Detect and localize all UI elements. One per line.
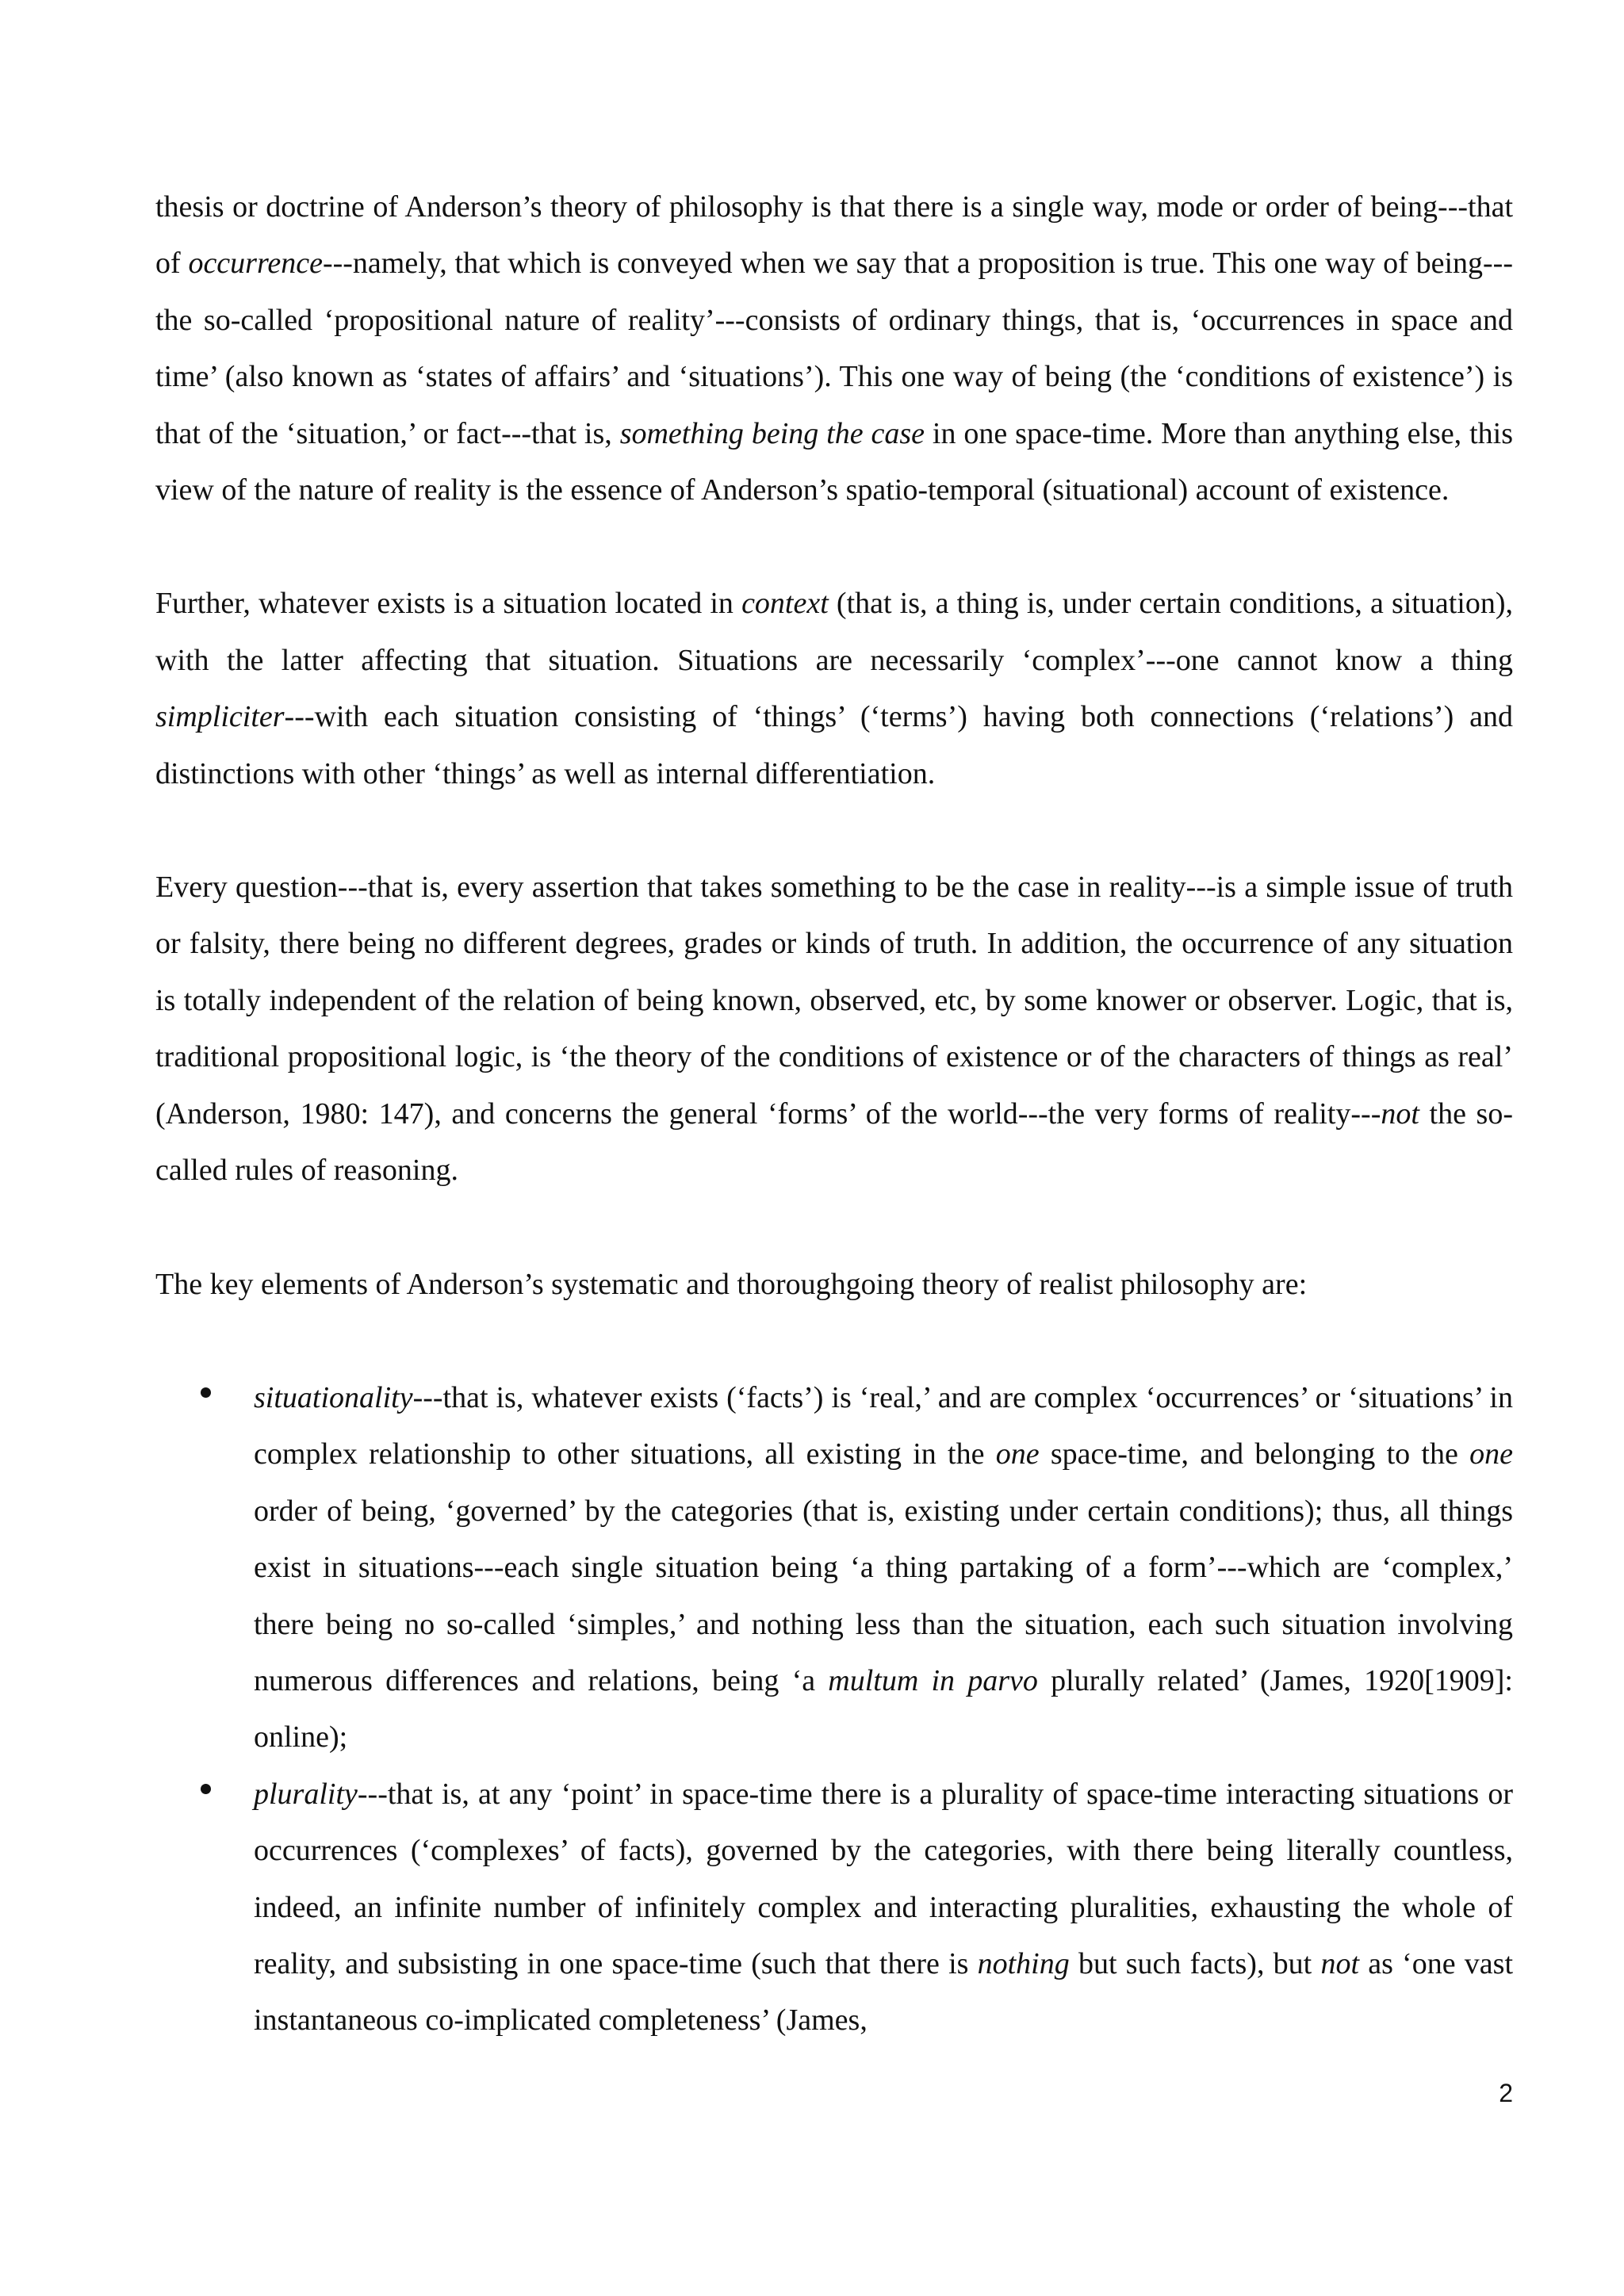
italic-text: something being the case <box>619 416 925 450</box>
italic-text: not <box>1381 1096 1419 1131</box>
italic-text: nothing <box>977 1946 1070 1980</box>
text-run: in one space-time. More than anything else, this view of the nature of reality is the essence of Anderson’s spatio-temporal (situational) account of existence. <box>155 416 1513 507</box>
italic-text: context <box>741 587 829 621</box>
list-item <box>155 1766 1513 2049</box>
italic-text: one <box>995 1437 1040 1471</box>
text-run: as ‘one vast instantaneous co-implicated completeness’ (James, <box>254 1946 1513 2038</box>
list-item-text <box>254 1766 1513 2049</box>
body-text <box>155 179 1513 2049</box>
italic-text: simpliciter <box>155 700 285 734</box>
italic-text: one <box>1469 1437 1513 1471</box>
italic-text: situationality <box>254 1380 413 1414</box>
page-number: 2 <box>1499 2079 1513 2107</box>
text-run: order of being, ‘governed’ by the categories (that is, existing under certain conditions); thus, all things exist in situations---each single situation being ‘a thing partaking of a form’---which are ‘complex,’ there being no so-called ‘simples,’ and nothing less than the situation, each such situation involving numerous differences and relations, being ‘a <box>254 1494 1513 1697</box>
italic-text: multum in parvo <box>828 1663 1038 1697</box>
text-run: (that is, a thing is, under certain conditions, a situation), with the latter affecting that situation. Situations are necessarily ‘complex’---one cannot know a thing <box>155 587 1513 677</box>
text-run: Further, whatever exists is a situation located in <box>155 587 742 621</box>
paragraph <box>155 859 1513 1199</box>
text-run: the so-called rules of reasoning. <box>155 1096 1513 1188</box>
text-run: Every question---that is, every assertion that takes something to be the case in reality---is a simple issue of truth or falsity, there being no different degrees, grades or kinds of truth. In addition, the occurrence of any situation is totally independent of the relation of being known, observed, etc, by some knower or observer. Logic, that is, traditional propositional logic, is ‘the theory of the conditions of existence or of the characters of things as real’ (Anderson, 1980: 147), and concerns the general ‘forms’ of the world---the very forms of reality--- <box>155 871 1513 1131</box>
italic-text: plurality <box>254 1777 358 1811</box>
text-run: ---namely, that which is conveyed when we say that a proposition is true. This one way of being---the so-called ‘propositional nature of reality’---consists of ordinary things, that is, ‘occurrences in space and time’ (also known as ‘states of affairs’ and ‘situations’). This one way of being (the ‘conditions of existence’) is that of the ‘situation,’ or fact---that is, <box>155 247 1513 450</box>
paragraph <box>155 576 1513 802</box>
italic-text: not <box>1320 1946 1359 1980</box>
text-run: ---with each situation consisting of ‘things’ (‘terms’) having both connections (‘relations’) and distinctions with other ‘things’ as well as internal differentiation. <box>155 700 1513 790</box>
text-run: thesis or doctrine of Anderson’s theory of philosophy is that there is a single way, mode or order of being---that of <box>155 190 1513 281</box>
text-run: ---that is, at any ‘point’ in space-time there is a plurality of space-time interacting situations or occurrences (‘complexes’ of facts), governed by the categories, with there being literally countless, indeed, an infinite number of infinitely complex and interacting pluralities, exhausting the whole of reality, and subsisting in one space-time (such that there is <box>254 1777 1513 1980</box>
bullet-icon <box>201 1387 211 1398</box>
text-run: but such facts), but <box>1069 1946 1321 1980</box>
italic-text: occurrence <box>188 247 323 281</box>
list-intro: The key elements of Anderson’s systematic and thoroughgoing theory of realist philosophy are: <box>155 1267 1308 1301</box>
text-run: space-time, and belonging to the <box>1039 1437 1470 1471</box>
paragraph <box>155 179 1513 519</box>
bullet-icon <box>201 1784 211 1794</box>
text-run: plurally related’ (James, 1920[1909]: online); <box>254 1663 1513 1755</box>
list-item <box>155 1370 1513 1766</box>
text-run: ---that is, whatever exists (‘facts’) is ‘real,’ and are complex ‘occurrences’ or ‘situations’ in complex relationship to other situations, all existing in the <box>254 1380 1513 1471</box>
list-item-text <box>254 1370 1513 1766</box>
key-elements-list <box>155 1370 1513 2049</box>
